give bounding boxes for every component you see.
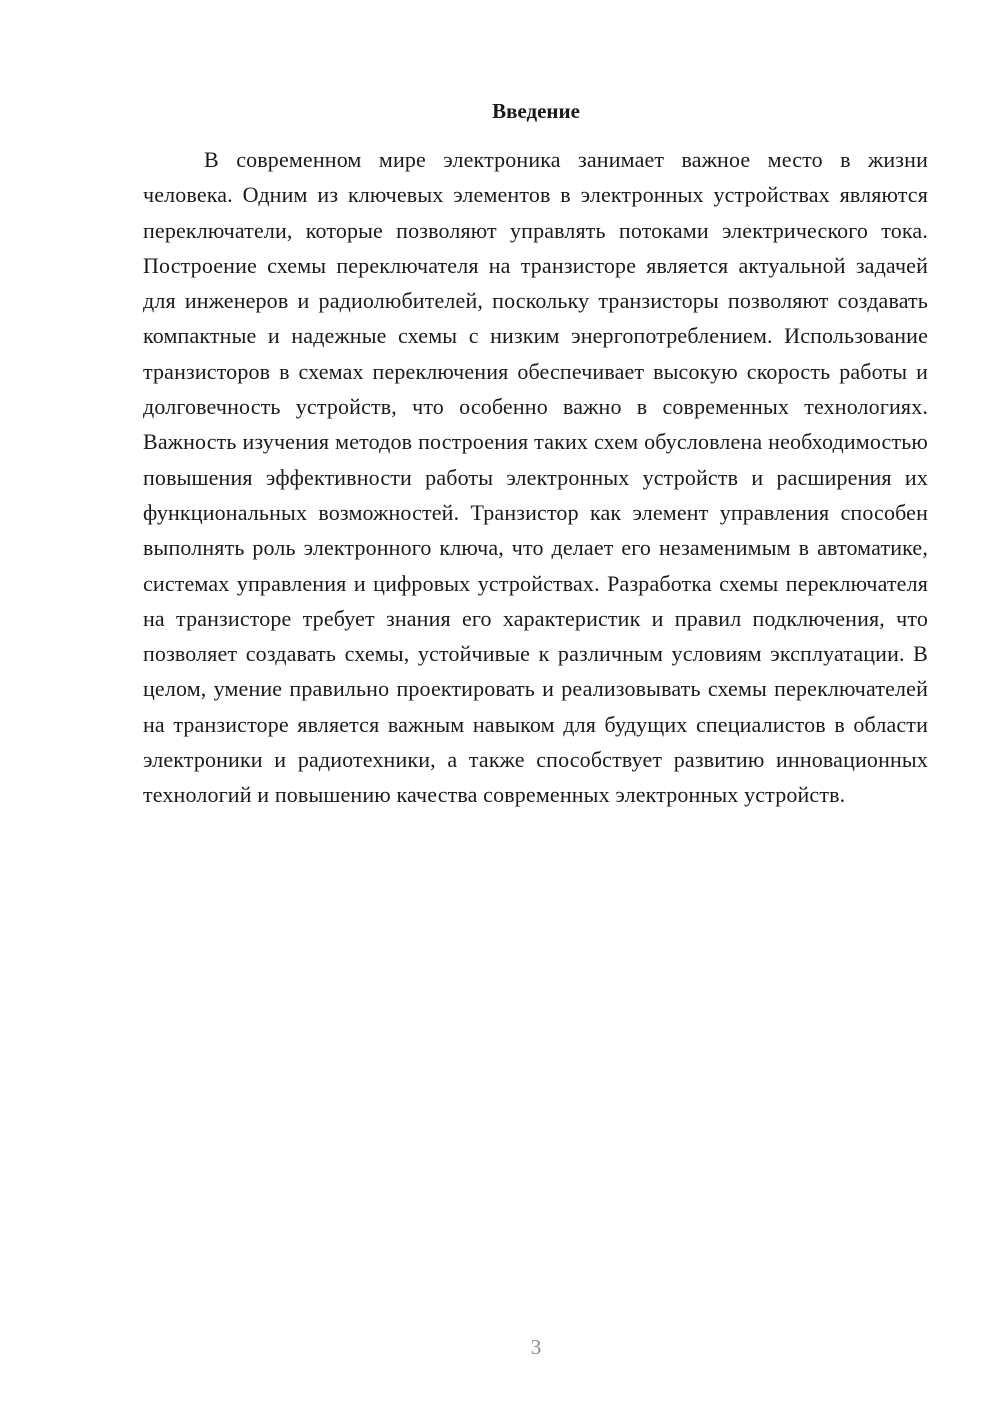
body-paragraph: В современном мире электроника занимает важное место в жизни человека. Одним из ключевых элементов в электронных устройствах являются переключатели, которые позволяют управлять потоками электрического тока. Построение схемы переключателя на транзисторе является актуальной задачей для инженеров и радиолюбителей, поскольку транзисторы позволяют создавать компактные и надежные схемы с низким энергопотреблением. Использование транзисторов в схемах переключения обеспечивает высокую скорость работы и долговечность устройств, что особенно важно в современных технологиях. Важность изучения методов построения таких схем обусловлена необходимостью повышения эффективности работы электронных устройств и расширения их функциональных возможностей. Транзистор как элемент управления способен выполнять роль электронного ключа, что делает его незаменимым в автоматике, системах управления и цифровых устройствах. Разработка схемы переключателя на транзисторе требует знания его характеристик и правил подключения, что позволяет создавать схемы, устойчивые к различным условиям эксплуатации. В целом, умение правильно проектировать и реализовывать схемы переключателей на транзисторе является важным навыком для будущих специалистов в области электроники и радиотехники, а также способствует развитию инновационных технологий и повышению качества современных электронных устройств. [143,147,928,808]
section-heading: Введение [492,99,580,123]
page-number: 3 [530,1335,542,1359]
